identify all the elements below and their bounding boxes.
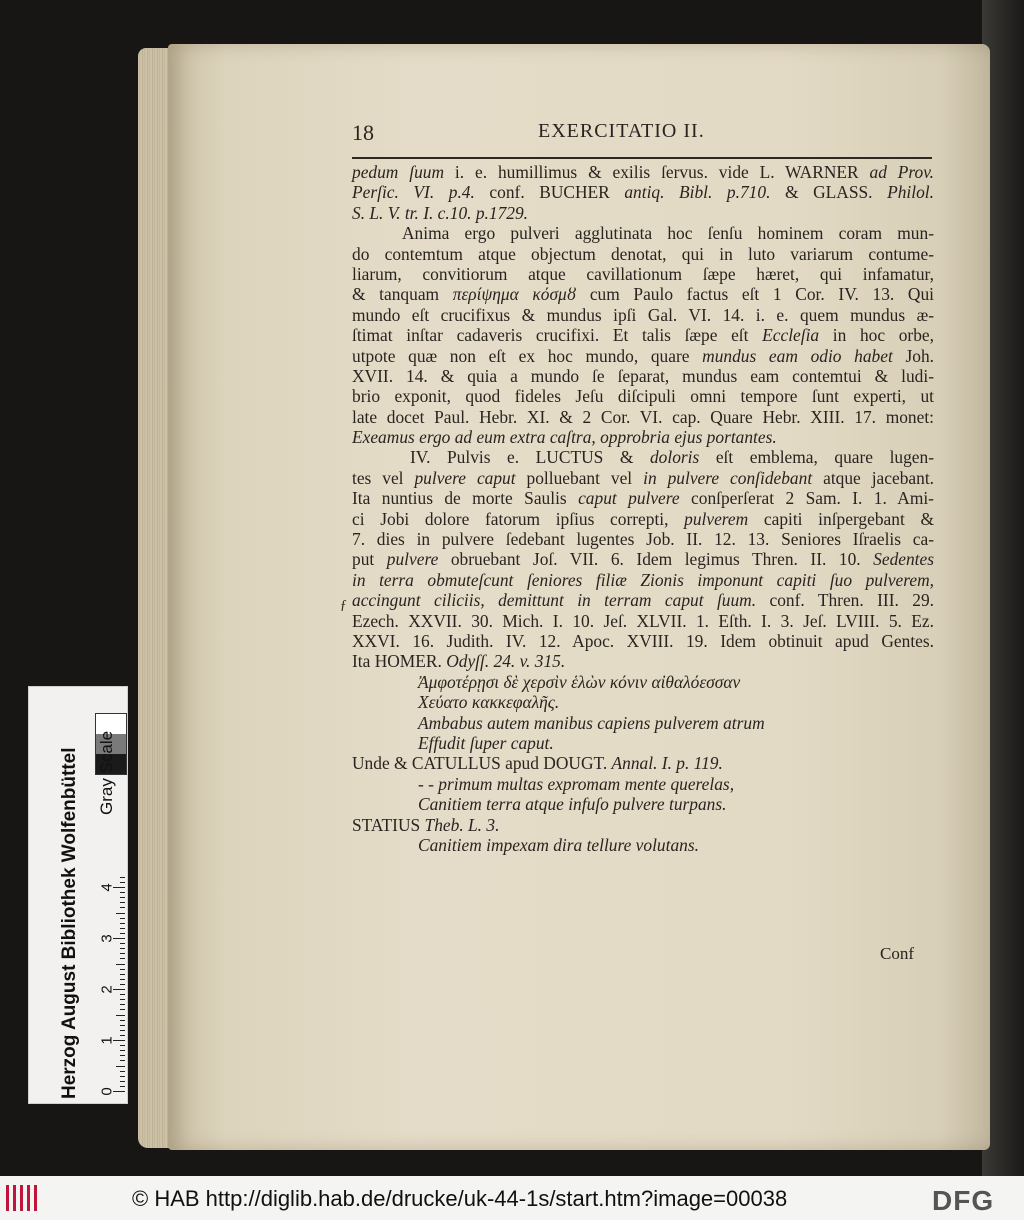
ruler-tick xyxy=(120,1020,125,1021)
header-rule xyxy=(352,157,932,159)
text-run: Odyſſ. 24. v. 315. xyxy=(446,651,566,672)
ruler-tick xyxy=(120,969,125,970)
text-line xyxy=(352,305,934,325)
ruler-tick xyxy=(120,1045,125,1046)
ruler-tick xyxy=(116,964,125,965)
text-run: conſperſerat 2 Sam. I. 1. Ami- xyxy=(679,488,934,509)
text-line xyxy=(352,427,934,447)
ruler-tick xyxy=(120,1086,125,1087)
text-line xyxy=(352,468,934,488)
text-run: in pulvere conſidebant xyxy=(643,467,813,488)
text-line xyxy=(352,815,934,835)
text-run: Joh. xyxy=(892,345,934,366)
text-run: Philol. xyxy=(887,182,934,203)
ruler-tick xyxy=(120,974,125,975)
ruler-tick xyxy=(120,953,125,954)
text-run: in hoc orbe, xyxy=(819,325,934,346)
ruler-tick xyxy=(120,979,125,980)
text-run: doloris xyxy=(649,447,700,468)
text-run: antiq. Bibl. p.710. xyxy=(624,182,771,203)
running-title: EXERCITATIO II. xyxy=(538,120,705,142)
text-line xyxy=(352,203,934,223)
text-run: & GLASS. xyxy=(770,182,888,203)
text-run: ad Prov. xyxy=(869,162,934,182)
text-run: Effudit ſuper caput. xyxy=(418,732,554,753)
ruler-tick xyxy=(120,984,125,985)
ruler-number: 3 xyxy=(98,934,116,943)
text-run: Ἀμφοτέρῃσι δὲ χερσὶν ἑλὼν κόνιν αἰθαλόεσσαν xyxy=(418,671,741,692)
ruler-tick xyxy=(116,1066,125,1067)
text-line xyxy=(352,733,934,753)
text-run: IV. Pulvis e. LUCTUS & xyxy=(410,447,650,468)
text-line xyxy=(352,182,934,202)
text-run: obruebant Joſ. VII. 6. Idem legimus Thren. II. 10. xyxy=(438,549,874,570)
text-run: 7. dies in pulvere ſedebant lugentes Job. II. 12. 13. Seniores Iſraelis ca- xyxy=(352,529,934,550)
text-run: Sedentes xyxy=(873,549,934,570)
text-run: i. e. humillimus & exilis ſervus. vide L. WARNER xyxy=(444,162,870,182)
text-line xyxy=(352,611,934,631)
ruler-tick xyxy=(116,1015,125,1016)
text-run: ci Jobi dolore fatorum ipſius correpti, xyxy=(352,508,685,529)
hab-logo-icon xyxy=(6,1185,42,1211)
text-run: conf. BUCHER xyxy=(474,182,625,203)
text-run: Eccleſia xyxy=(762,325,820,346)
text-run: S. L. V. tr. I. c.10. p.1729. xyxy=(352,202,529,223)
ruler-tick xyxy=(120,999,125,1000)
text-run: conf. Thren. III. 29. xyxy=(756,590,935,611)
text-run: mundo eſt crucifixus & mundus ipſi Gal. VI. 14. i. e. quem mundus æ- xyxy=(352,304,934,325)
ruler-tick xyxy=(120,882,125,883)
text-run: liarum, convitiorum atque cavillationum ſæpe hæret, qui infamatur, xyxy=(352,263,934,284)
ruler-tick xyxy=(120,994,125,995)
text-run: Ambabus autem manibus capiens pulverem atrum xyxy=(418,712,765,733)
text-line xyxy=(352,386,934,406)
text-run: cum Paulo factus eſt 1 Cor. IV. 13. Qui xyxy=(576,284,934,305)
ruler-tick xyxy=(120,1055,125,1056)
ruler-tick xyxy=(120,877,125,878)
text-line xyxy=(352,774,934,794)
text-run: in terra obmuteſcunt ſeniores filiæ Zionis imponunt capiti ſuo pulverem, xyxy=(352,569,934,590)
text-line xyxy=(352,284,934,304)
ruler-tick xyxy=(120,1035,125,1036)
text-run: mundus eam odio habet xyxy=(702,345,893,366)
text-run: accingunt ciliciis, demittunt in terram caput ſuum. xyxy=(352,590,757,611)
ruler-number: 4 xyxy=(98,883,116,892)
ruler-tick xyxy=(120,1050,125,1051)
text-line xyxy=(352,713,934,733)
ruler-tick xyxy=(120,943,125,944)
text-run: Canitiem terra atque infuſo pulvere turpans. xyxy=(418,794,727,815)
text-line xyxy=(352,529,934,549)
text-run: Exeamus ergo ad eum extra caſtra, opprobria ejus portantes. xyxy=(352,427,777,448)
text-line xyxy=(352,631,934,651)
text-line xyxy=(352,162,934,182)
text-line xyxy=(352,672,934,692)
text-run: XVII. 14. & quia a mundo ſe ſeparat, mundus eam contemtui & ludi- xyxy=(352,365,934,386)
text-run: Theb. L. 3. xyxy=(424,814,500,835)
text-line xyxy=(352,325,934,345)
text-run: & tanquam xyxy=(352,284,453,305)
text-run: - - primum multas expromam mente querelas, xyxy=(418,773,735,794)
ruler-tick xyxy=(120,1009,125,1010)
ruler-tick xyxy=(120,907,125,908)
ruler-tick xyxy=(120,1076,125,1077)
text-run: tes vel xyxy=(352,467,415,488)
text-run: brio exponit, quod fideles Jeſu diſcipuli omni tempore ſunt experti, ut xyxy=(352,386,934,407)
ruler-tick xyxy=(120,1071,125,1072)
dfg-logo: DFG xyxy=(932,1185,995,1216)
cm-ruler xyxy=(95,877,125,1095)
text-line xyxy=(352,590,934,610)
text-run: eſt emblema, quare lugen- xyxy=(699,447,935,468)
text-run: Χεύατο κακκεφαλῆς. xyxy=(418,692,560,713)
text-run: Ezech. XXVII. 30. Mich. I. 10. Jeſ. XLVII. 1. Eſth. I. 3. Jeſ. LVIII. 5. Ez. xyxy=(352,610,934,631)
text-line xyxy=(352,651,934,671)
text-run: pulvere xyxy=(386,549,439,570)
ruler-tick xyxy=(120,1030,125,1031)
ruler-tick xyxy=(120,1004,125,1005)
text-line xyxy=(352,835,934,855)
ruler-number: 0 xyxy=(98,1087,116,1096)
text-line xyxy=(352,447,934,467)
ruler-tick xyxy=(120,1060,125,1061)
text-run: utpote quæ non eſt ex hoc mundo, quare xyxy=(352,345,703,366)
ruler-number: 1 xyxy=(98,1036,116,1045)
ruler-tick xyxy=(120,948,125,949)
color-scale-card xyxy=(28,686,128,1104)
ruler-tick xyxy=(120,892,125,893)
ruler-tick xyxy=(120,1081,125,1082)
ruler-tick xyxy=(116,913,125,914)
text-run: pulvere caput xyxy=(414,467,516,488)
text-line xyxy=(352,488,934,508)
ruler-tick xyxy=(120,928,125,929)
text-run: atque jacebant. xyxy=(812,467,935,488)
text-line xyxy=(352,407,934,427)
text-run: late docet Paul. Hebr. XI. & 2 Cor. VI. cap. Quare Hebr. XIII. 17. monet: xyxy=(352,406,934,427)
text-run: Ita HOMER. xyxy=(352,651,447,672)
text-run: Perſic. VI. p.4. xyxy=(352,182,475,203)
text-run: capiti inſpergebant & xyxy=(748,508,934,529)
ruler-tick xyxy=(120,933,125,934)
margin-mark: ƒ xyxy=(340,598,347,613)
text-run: XXVI. 16. Judith. IV. 12. Apoc. XVIII. 19. Idem obtinuit apud Gentes. xyxy=(352,630,934,651)
ruler-tick xyxy=(120,902,125,903)
text-line xyxy=(352,264,934,284)
text-line xyxy=(352,549,934,569)
text-run: pedum ſuum xyxy=(352,162,445,182)
text-run: ſtimat inſtar cadaveris crucifixi. Et talis ſæpe eſt xyxy=(352,325,763,346)
ruler-tick xyxy=(120,918,125,919)
page-number: 18 xyxy=(352,120,374,145)
text-run: Annal. I. p. 119. xyxy=(611,753,723,774)
text-run: do contemtum atque objectum denotat, qui in luto variarum contume- xyxy=(352,243,934,264)
text-run: περίψημα κόσμȣ xyxy=(452,284,577,305)
gray-scale-label: Gray Scale xyxy=(97,730,116,815)
text-line xyxy=(352,509,934,529)
text-line xyxy=(352,753,934,773)
text-run: caput pulvere xyxy=(578,488,680,509)
ruler-tick xyxy=(120,897,125,898)
text-run: pulverem xyxy=(684,508,749,529)
text-run: Canitiem impexam dira tellure volutans. xyxy=(418,834,699,855)
text-run: STATIUS xyxy=(352,814,425,835)
catchword: Conf xyxy=(880,944,914,963)
footer-bar xyxy=(0,1176,1024,1220)
text-line xyxy=(352,244,934,264)
page-body-text xyxy=(352,162,934,855)
text-line xyxy=(352,346,934,366)
text-run: polluebant vel xyxy=(515,467,644,488)
text-line xyxy=(352,794,934,814)
text-line xyxy=(352,223,934,243)
ruler-number: 2 xyxy=(98,985,116,994)
institution-label: Herzog August Bibliothek Wolfenbüttel xyxy=(59,747,80,1099)
text-line xyxy=(352,366,934,386)
text-run: put xyxy=(352,549,387,570)
ruler-tick xyxy=(120,923,125,924)
text-run: Ita nuntius de morte Saulis xyxy=(352,488,579,509)
text-line xyxy=(352,692,934,712)
text-run: Anima ergo pulveri agglutinata hoc ſenſu hominem coram mun- xyxy=(402,223,934,244)
text-run: Unde & CATULLUS apud DOUGT. xyxy=(352,753,612,774)
footer-copyright-link[interactable]: © HAB http://diglib.hab.de/drucke/uk-44-1s/start.htm?image=00038 xyxy=(132,1186,788,1211)
ruler-tick xyxy=(120,1025,125,1026)
text-line xyxy=(352,570,934,590)
ruler-tick xyxy=(120,958,125,959)
